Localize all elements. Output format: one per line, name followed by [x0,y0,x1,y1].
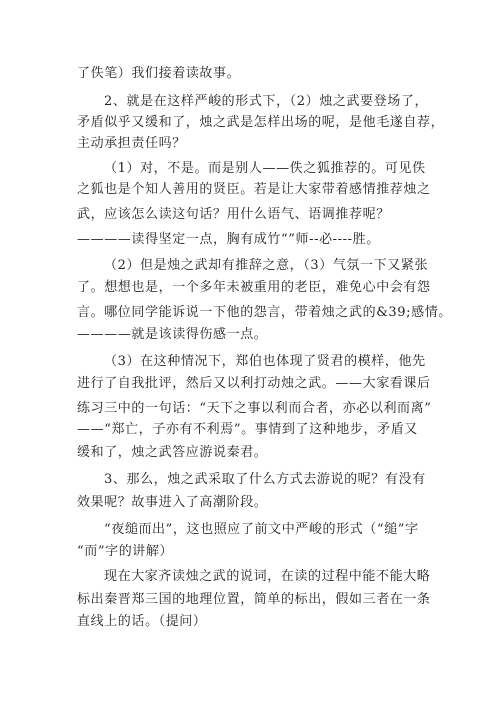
text-line: 言。哪位同学能诉说一下他的怨言，带着烛之武的&39;感情。 [77,305,452,320]
text-line: 进行了自我批评，然后又以利打动烛之武。——大家看课后 [77,376,431,391]
text-line: 武，应该怎么读这句话？用什么语气、语调推荐呢？ [77,207,390,222]
text-line: 标出秦晋郑三国的地理位置，简单的标出，假如三者在一条 [77,592,431,607]
text-line: 3、那么，烛之武采取了什么方式去游说的呢？有没有 [104,472,426,487]
text-line: 现在大家齐读烛之武的说词，在读的过程中能不能大略 [104,569,431,584]
text-line: （1）对，不是。而是别人——佚之狐推荐的。可见佚 [104,161,426,176]
text-line: 2、就是在这样严峻的形式下，（2）烛之武要登场了， [104,94,429,109]
text-line: ————就是该读得伤感一点。 [77,327,268,342]
text-line: “夜缒而出”，这也照应了前文中严峻的形式（“缒”字 [104,522,419,537]
text-line: ————读得坚定一点，胸有成竹“”师--必----胜。 [77,232,380,247]
text-line: 练习三中的一句话：“天下之事以利而合者，亦必以利而离” [77,401,432,416]
text-line: 了佚笔）我们接着读故事。 [77,66,241,81]
text-line: （2）但是烛之武却有推辞之意，（3）气氛一下又紧张 [104,258,429,273]
text-line: “而”字的讲解） [77,544,174,559]
text-line: 之狐也是个知人善用的贤臣。若是让大家带着感情推荐烛之 [77,182,431,197]
text-line: 了。想想也是，一个多年未被重用的老臣，难免心中会有怨 [77,280,431,295]
text-line: 效果呢？故事进入了高潮阶段。 [77,495,268,510]
text-line: 缓和了，烛之武答应游说秦君。 [77,445,268,460]
text-line: ——“郑亡，子亦有不利焉”。事情到了这种地步，矛盾又 [77,422,418,437]
text-line: 主动承担责任吗？ [77,136,186,151]
text-line: 直线上的话。（提问） [77,614,207,629]
text-line: （3）在这种情况下，郑伯也体现了贤君的模样，他先 [104,354,426,369]
text-line: 矛盾似乎又缓和了，烛之武是怎样出场的呢，是他毛遂自荐， [77,115,445,130]
